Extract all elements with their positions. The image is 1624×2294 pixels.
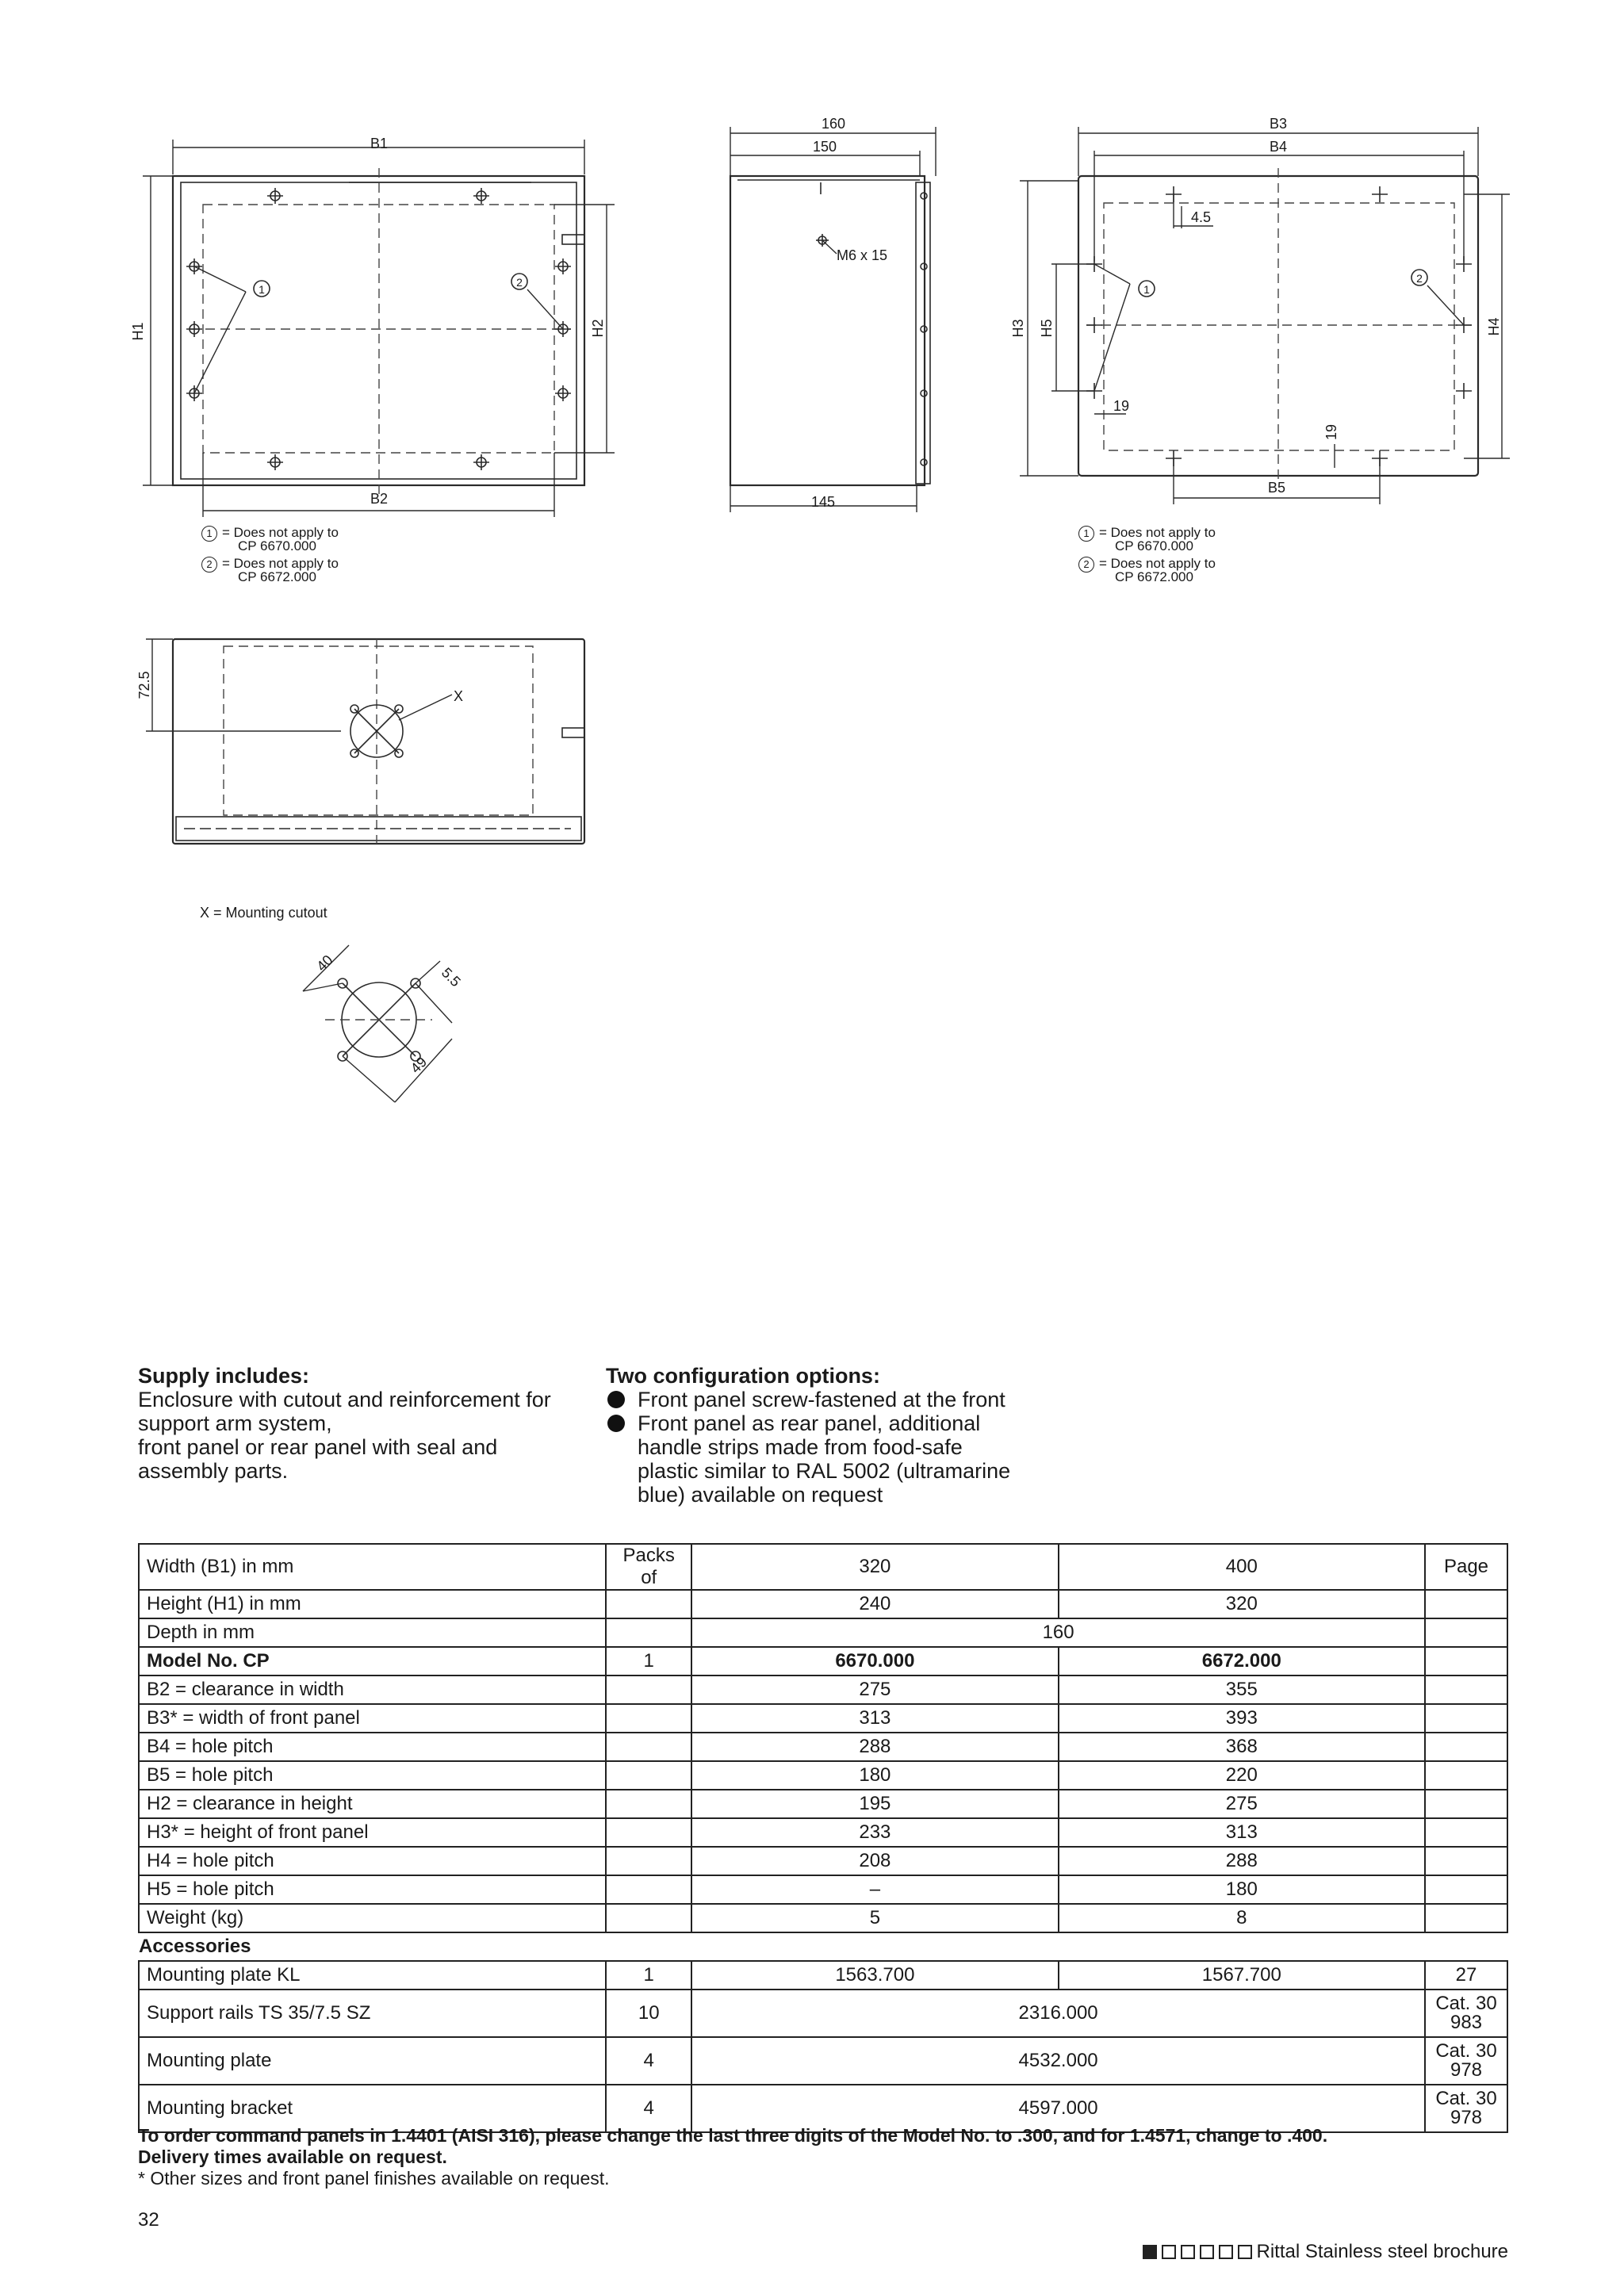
table-row xyxy=(139,1544,1507,1590)
cell: 240 xyxy=(691,1590,1058,1618)
cell xyxy=(1425,1704,1507,1733)
cell: – xyxy=(691,1875,1058,1904)
row-label: B4 = hole pitch xyxy=(139,1733,606,1761)
page-ref: 978 xyxy=(1450,2107,1483,2128)
table-row xyxy=(139,1733,1507,1761)
row-label: Mounting plate KL xyxy=(139,1961,606,1990)
cell: 10 xyxy=(606,1990,691,2037)
legend-text: = Does not apply to xyxy=(222,525,339,540)
page-ref: 978 xyxy=(1450,2059,1483,2081)
dim-72-5: 72.5 xyxy=(136,671,152,699)
cell: 400 xyxy=(1059,1544,1425,1590)
row-label: H5 = hole pitch xyxy=(139,1875,606,1904)
dim-160: 160 xyxy=(821,116,846,132)
cell: 355 xyxy=(1059,1676,1425,1704)
dim-40: 40 xyxy=(313,952,336,975)
footer xyxy=(1143,2241,1508,2263)
cell: 1567.700 xyxy=(1059,1961,1425,1990)
table-row xyxy=(139,1904,1507,1932)
table-row xyxy=(139,1961,1507,1990)
rear-callout-2: 2 xyxy=(1416,272,1423,285)
square-icon xyxy=(1181,2245,1195,2259)
note-bold: Delivery times available on request. xyxy=(138,2147,447,2167)
cell: 288 xyxy=(691,1733,1058,1761)
bullet-text: blue) available on request xyxy=(638,1483,883,1507)
legend-text: CP 6670.000 xyxy=(238,538,316,553)
cell: 288 xyxy=(1059,1847,1425,1875)
dim-150: 150 xyxy=(812,139,837,155)
top-view-drawing xyxy=(136,639,584,844)
page-ref: 983 xyxy=(1450,2012,1483,2033)
cell xyxy=(606,1676,691,1704)
dim-b3: B3 xyxy=(1269,116,1288,132)
cell xyxy=(606,1904,691,1932)
cell: 1563.700 xyxy=(691,1961,1058,1990)
callout-2: 2 xyxy=(516,276,523,289)
cell: 4 xyxy=(606,2037,691,2085)
bullet-text: Front panel as rear panel, additional xyxy=(638,1411,981,1435)
cell xyxy=(606,1618,691,1647)
legend-text: = Does not apply to xyxy=(1099,525,1216,540)
row-label: Width (B1) in mm xyxy=(139,1544,606,1590)
legend-front xyxy=(201,526,339,584)
square-icon xyxy=(1219,2245,1233,2259)
config-bullet xyxy=(606,1388,1066,1411)
page-cell: 27 xyxy=(1425,1961,1507,1990)
cell: 393 xyxy=(1059,1704,1425,1733)
config-bullet xyxy=(606,1411,1066,1507)
note-normal: * Other sizes and front panel finishes available on request. xyxy=(138,2168,610,2189)
dim-h5: H5 xyxy=(1039,319,1055,338)
table-row xyxy=(139,2037,1507,2085)
cutout-caption: X = Mounting cutout xyxy=(200,905,327,921)
cell: 233 xyxy=(691,1818,1058,1847)
table-row xyxy=(139,1818,1507,1847)
table-row xyxy=(139,1704,1507,1733)
row-label: H3* = height of front panel xyxy=(139,1818,606,1847)
cell: 320 xyxy=(691,1544,1058,1590)
cell: 275 xyxy=(691,1676,1058,1704)
row-label: B5 = hole pitch xyxy=(139,1761,606,1790)
cutout-detail-drawing xyxy=(200,905,464,1102)
cell xyxy=(606,1733,691,1761)
dim-b1: B1 xyxy=(370,136,389,151)
supply-section xyxy=(138,1364,582,1483)
note-bold: To order command panels in 1.4401 (AISI 316), please change the last three digits of the Model No. to .300, and for 1.4571, change to .400. xyxy=(138,2125,1328,2146)
row-label: H4 = hole pitch xyxy=(139,1847,606,1875)
cell xyxy=(606,1761,691,1790)
bullet-text: Front panel screw-fastened at the front xyxy=(638,1388,1005,1411)
supply-line: assembly parts. xyxy=(138,1459,289,1483)
legend-num: 1 xyxy=(201,526,217,542)
dim-h1: H1 xyxy=(130,322,146,341)
cell: 8 xyxy=(1059,1904,1425,1932)
cell: 368 xyxy=(1059,1733,1425,1761)
cell xyxy=(1425,1818,1507,1847)
cell: 220 xyxy=(1059,1761,1425,1790)
dim-h4: H4 xyxy=(1486,317,1502,336)
side-view-drawing xyxy=(730,116,936,512)
row-label: Depth in mm xyxy=(139,1618,606,1647)
table-row xyxy=(139,1618,1507,1647)
screw-label: M6 x 15 xyxy=(837,247,888,263)
cell: 275 xyxy=(1059,1790,1425,1818)
cell: 320 xyxy=(1059,1590,1425,1618)
callout-1: 1 xyxy=(259,283,265,296)
bullet-text: plastic similar to RAL 5002 (ultramarine xyxy=(638,1459,1011,1483)
cell: 160 xyxy=(691,1618,1425,1647)
square-icon xyxy=(1162,2245,1176,2259)
footer-brand: Rittal Stainless steel brochure xyxy=(1256,2241,1508,2262)
cell xyxy=(1425,1676,1507,1704)
table-row xyxy=(139,1590,1507,1618)
dim-4-5: 4.5 xyxy=(1191,209,1212,225)
row-label: H2 = clearance in height xyxy=(139,1790,606,1818)
page-ref: Cat. 30 xyxy=(1435,2040,1497,2062)
page-cell xyxy=(1425,2037,1507,2085)
cell: 1 xyxy=(606,1961,691,1990)
cell xyxy=(1425,1847,1507,1875)
cell: 1 xyxy=(606,1647,691,1676)
square-icon xyxy=(1238,2245,1252,2259)
accessories-heading-row xyxy=(139,1932,1507,1961)
legend-text: CP 6672.000 xyxy=(1115,569,1193,584)
dim-h3: H3 xyxy=(1010,319,1026,338)
supply-title: Supply includes: xyxy=(138,1364,310,1388)
page-cell xyxy=(1425,1990,1507,2037)
row-label: Mounting plate xyxy=(139,2037,606,2085)
cell: 6670.000 xyxy=(691,1647,1058,1676)
table-row xyxy=(139,1847,1507,1875)
supply-line: support arm system, xyxy=(138,1411,332,1435)
dim-b4: B4 xyxy=(1269,139,1288,155)
bullet-dot xyxy=(607,1415,625,1432)
cell: 313 xyxy=(691,1704,1058,1733)
row-label: Height (H1) in mm xyxy=(139,1590,606,1618)
cell: 5 xyxy=(691,1904,1058,1932)
cell xyxy=(606,1704,691,1733)
legend-num: 1 xyxy=(1078,526,1094,542)
dim-19-bottom: 19 xyxy=(1323,423,1339,441)
config-title: Two configuration options: xyxy=(606,1364,880,1388)
legend-text: = Does not apply to xyxy=(222,556,339,571)
config-section xyxy=(606,1364,1066,1507)
cell xyxy=(1425,1790,1507,1818)
cell xyxy=(1425,1904,1507,1932)
dim-19-left: 19 xyxy=(1113,398,1130,414)
supply-line: front panel or rear panel with seal and xyxy=(138,1435,498,1459)
square-icon xyxy=(1143,2245,1157,2259)
table-row xyxy=(139,1647,1507,1676)
accessories-heading: Accessories xyxy=(139,1936,251,1957)
page-ref: Cat. 30 xyxy=(1435,1993,1497,2014)
cell xyxy=(606,1847,691,1875)
square-icon xyxy=(1200,2245,1214,2259)
table-row xyxy=(139,1761,1507,1790)
front-view-drawing xyxy=(130,136,615,517)
row-label: B3* = width of front panel xyxy=(139,1704,606,1733)
cell: 313 xyxy=(1059,1818,1425,1847)
row-label: Mounting bracket xyxy=(139,2085,606,2132)
cell: 2316.000 xyxy=(691,1990,1425,2037)
spec-table xyxy=(138,1543,1508,2133)
cell xyxy=(606,1790,691,1818)
legend-num: 2 xyxy=(201,557,217,573)
dim-5-5: 5.5 xyxy=(438,964,464,990)
table-row xyxy=(139,1790,1507,1818)
page-header: Page xyxy=(1425,1544,1507,1590)
cell: 6672.000 xyxy=(1059,1647,1425,1676)
row-label: B2 = clearance in width xyxy=(139,1676,606,1704)
legend-text: CP 6670.000 xyxy=(1115,538,1193,553)
dim-145: 145 xyxy=(810,494,836,510)
table-row xyxy=(139,1676,1507,1704)
page-ref: Cat. 30 xyxy=(1435,2088,1497,2109)
rear-view-drawing xyxy=(1010,116,1510,504)
order-notes xyxy=(138,2125,1518,2189)
dim-h2: H2 xyxy=(590,319,606,338)
cell: 4597.000 xyxy=(691,2085,1425,2132)
cell: 180 xyxy=(1059,1875,1425,1904)
table-row xyxy=(139,1990,1507,2037)
legend-rear xyxy=(1078,526,1216,584)
rear-callout-1: 1 xyxy=(1143,283,1150,296)
page-number: 32 xyxy=(138,2209,159,2231)
supply-line: Enclosure with cutout and reinforcement for xyxy=(138,1388,551,1411)
cutout-x-label: X xyxy=(454,688,464,704)
row-label: Model No. CP xyxy=(139,1647,606,1676)
dim-b5: B5 xyxy=(1267,480,1286,496)
packs-header: Packs of xyxy=(606,1544,691,1590)
cell xyxy=(606,1590,691,1618)
cell: 195 xyxy=(691,1790,1058,1818)
legend-text: CP 6672.000 xyxy=(238,569,316,584)
cell xyxy=(1425,1875,1507,1904)
dim-49: 49 xyxy=(407,1054,431,1077)
cell: 4532.000 xyxy=(691,2037,1425,2085)
legend-text: = Does not apply to xyxy=(1099,556,1216,571)
legend-num: 2 xyxy=(1078,557,1094,573)
cell xyxy=(606,1875,691,1904)
cell xyxy=(1425,1647,1507,1676)
cell: 4 xyxy=(606,2085,691,2132)
bullet-text: handle strips made from food-safe xyxy=(638,1435,963,1459)
cell xyxy=(1425,1733,1507,1761)
row-label: Weight (kg) xyxy=(139,1904,606,1932)
dim-b2: B2 xyxy=(370,491,389,507)
cell: 208 xyxy=(691,1847,1058,1875)
bullet-dot xyxy=(607,1391,625,1408)
cell xyxy=(1425,1590,1507,1618)
cell: 180 xyxy=(691,1761,1058,1790)
cell xyxy=(1425,1761,1507,1790)
table-row xyxy=(139,1875,1507,1904)
cell xyxy=(606,1818,691,1847)
row-label: Support rails TS 35/7.5 SZ xyxy=(139,1990,606,2037)
cell xyxy=(1425,1618,1507,1647)
